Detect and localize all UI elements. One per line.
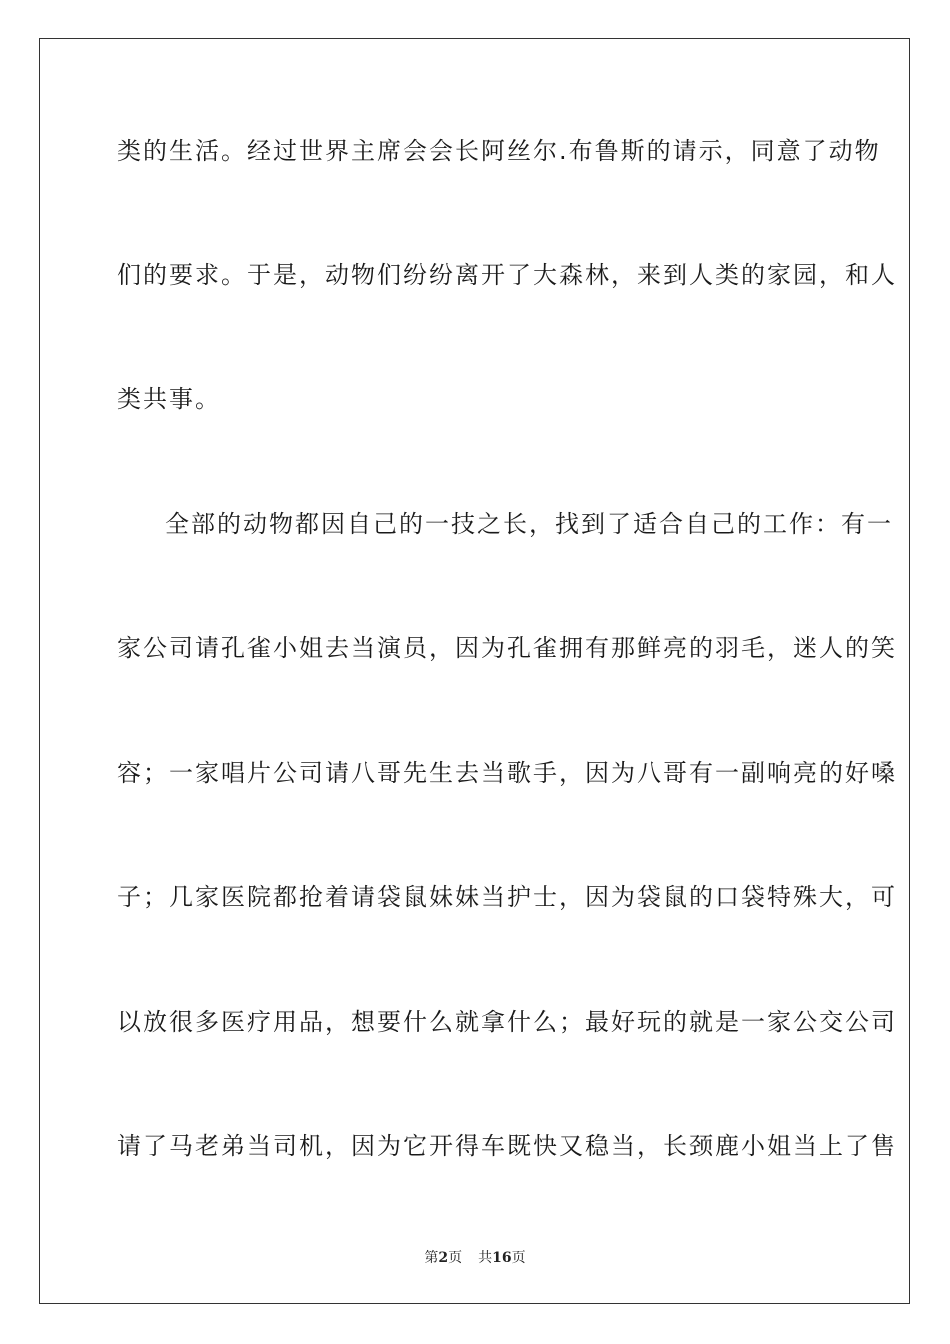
text-line-9: 请了马老弟当司机，因为它开得车既快又稳当，长颈鹿小姐当上了售 (117, 1132, 897, 1160)
page-border (39, 38, 910, 1304)
text-line-2: 们的要求。于是，动物们纷纷离开了大森林，来到人类的家园，和人 (117, 261, 897, 289)
text-line-8: 以放很多医疗用品，想要什么就拿什么；最好玩的就是一家公交公司 (117, 1008, 897, 1036)
total-suffix: 页 (511, 1250, 526, 1266)
text-line-4: 全部的动物都因自己的一技之长，找到了适合自己的工作：有一 (165, 510, 893, 538)
text-line-5: 家公司请孔雀小姐去当演员，因为孔雀拥有那鲜亮的羽毛，迷人的笑 (117, 634, 897, 662)
text-line-6: 容；一家唱片公司请八哥先生去当歌手，因为八哥有一副响亮的好嗓 (117, 759, 897, 787)
page-number: 2 (438, 1250, 449, 1266)
text-line-1: 类的生活。经过世界主席会会长阿丝尔.布鲁斯的请示，同意了动物 (117, 137, 881, 165)
page-suffix: 页 (448, 1250, 463, 1266)
total-prefix: 共 (478, 1250, 493, 1266)
text-line-3: 类共事。 (117, 385, 221, 413)
text-line-7: 子；几家医院都抢着请袋鼠妹妹当护士，因为袋鼠的口袋特殊大，可 (117, 883, 897, 911)
total-pages: 16 (492, 1250, 512, 1266)
page-prefix: 第 (424, 1250, 439, 1266)
page-footer (0, 1247, 950, 1267)
